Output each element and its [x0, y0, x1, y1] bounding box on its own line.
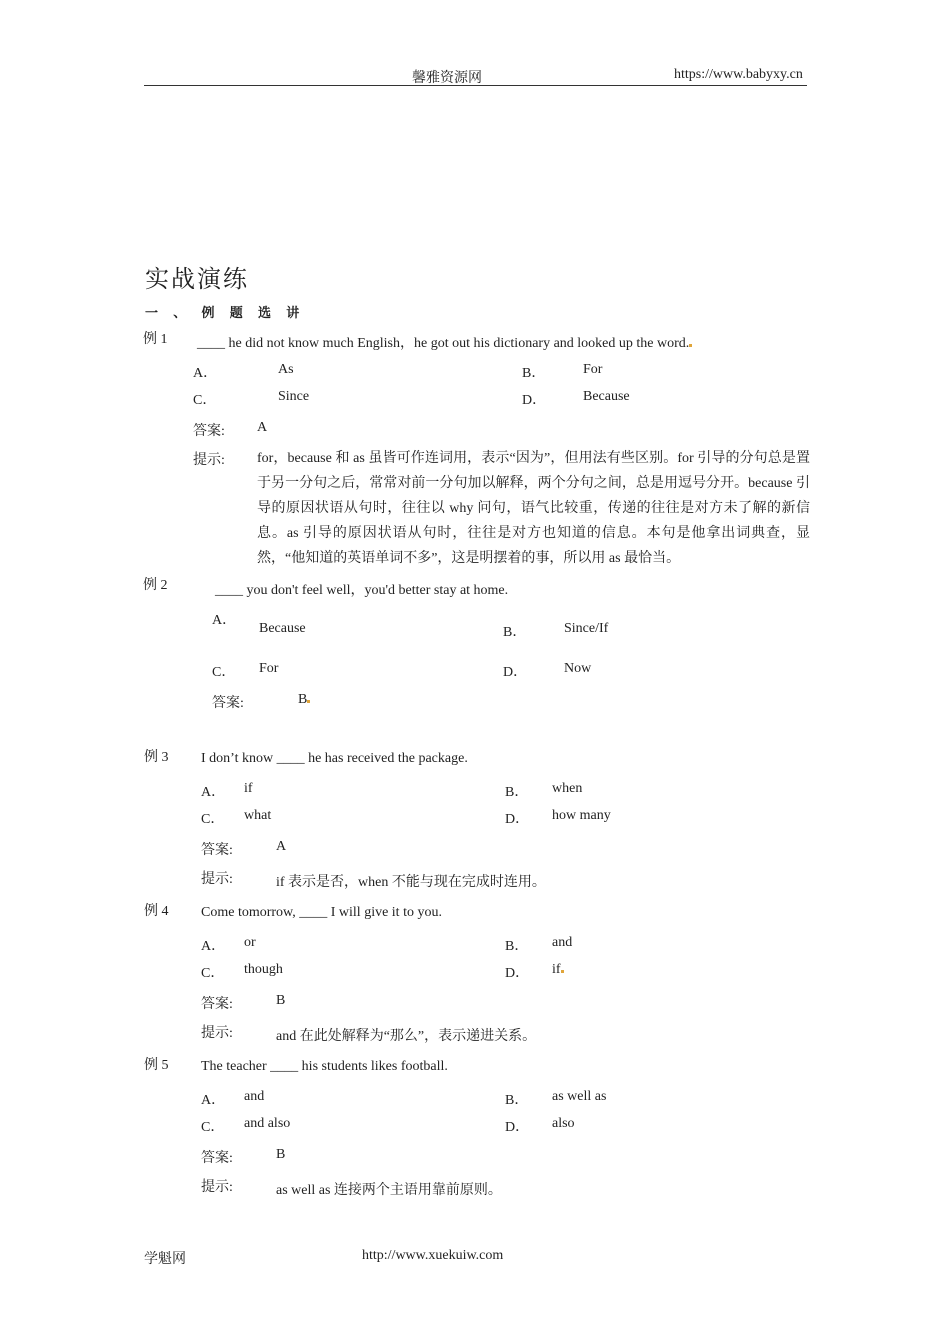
- page-title: 实战演练: [145, 267, 249, 293]
- option-text: As: [278, 362, 294, 377]
- option-text: For: [259, 661, 279, 676]
- option-letter: A．: [193, 366, 218, 381]
- option-text: Because: [259, 621, 306, 636]
- question-stem: ____ he did not know much English，he got out his dictionary and looked up the word.: [197, 332, 693, 352]
- option-text: Since: [278, 389, 310, 404]
- option-letter: D．: [505, 966, 530, 981]
- edit-mark: [307, 700, 310, 703]
- header-url[interactable]: https://www.babyxy.cn: [674, 67, 803, 82]
- edit-mark: [689, 344, 692, 347]
- question-label: 例 5: [144, 1058, 169, 1073]
- option-letter: C．: [201, 812, 225, 827]
- option-text: For: [583, 362, 603, 377]
- option-text: when: [552, 781, 583, 796]
- option-text: and: [552, 935, 573, 950]
- answer-label: 答案:: [212, 696, 244, 711]
- option-letter: B．: [505, 785, 529, 800]
- answer-value: A: [257, 420, 268, 435]
- question-stem: ____ you don't feel well，you'd better stay at home.: [215, 583, 509, 598]
- option-text: as well as: [552, 1089, 607, 1104]
- hint-label: 提示:: [193, 453, 225, 468]
- option-text: what: [244, 808, 272, 823]
- answer-label: 答案:: [201, 1151, 233, 1166]
- option-letter: B．: [522, 366, 546, 381]
- header-site-name: 馨雅资源网: [412, 71, 482, 86]
- footer-url[interactable]: http://www.xuekuiw.com: [362, 1248, 504, 1263]
- option-letter: B．: [505, 939, 529, 954]
- option-text: and also: [244, 1116, 291, 1131]
- question-label: 例 3: [144, 750, 169, 765]
- option-letter: D．: [522, 393, 547, 408]
- option-letter: A．: [201, 1093, 226, 1108]
- hint-label: 提示:: [201, 1026, 233, 1041]
- option-text: and: [244, 1089, 265, 1104]
- answer-label: 答案:: [193, 424, 225, 439]
- hint-text: and 在此处解释为“那么”，表示递进关系。: [276, 1029, 537, 1044]
- answer-label: 答案:: [201, 997, 233, 1012]
- footer-site-name: 学魁网: [144, 1252, 186, 1267]
- hint-label: 提示:: [201, 1180, 233, 1195]
- question-stem: I don’t know ____ he has received the package.: [201, 751, 468, 766]
- question-stem: The teacher ____ his students likes football.: [201, 1059, 448, 1074]
- option-text: though: [244, 962, 283, 977]
- option-letter: A．: [201, 785, 226, 800]
- answer-value: B: [298, 692, 311, 708]
- option-letter: A．: [212, 613, 237, 628]
- option-text: or: [244, 935, 256, 950]
- option-text: Because: [583, 389, 630, 404]
- option-letter: B．: [505, 1093, 529, 1108]
- answer-label: 答案:: [201, 843, 233, 858]
- option-letter: C．: [193, 393, 217, 408]
- option-text: if: [552, 962, 565, 978]
- question-stem: Come tomorrow, ____ I will give it to you.: [201, 905, 442, 920]
- question-label: 例 4: [144, 904, 169, 919]
- question-label: 例 2: [143, 578, 168, 593]
- option-text: also: [552, 1116, 575, 1131]
- option-letter: C．: [201, 966, 225, 981]
- option-text: Now: [564, 661, 592, 676]
- answer-value: B: [276, 993, 286, 1008]
- question-label: 例 1: [143, 332, 168, 347]
- header-divider: [144, 85, 807, 86]
- section-heading: 一 、 例 题 选 讲: [145, 305, 306, 320]
- answer-value: B: [276, 1147, 286, 1162]
- option-letter: A．: [201, 939, 226, 954]
- option-letter: C．: [201, 1120, 225, 1135]
- option-text: Since/If: [564, 621, 609, 636]
- option-text: if: [244, 781, 253, 796]
- hint-label: 提示:: [201, 872, 233, 887]
- hint-text: as well as 连接两个主语用靠前原则。: [276, 1183, 502, 1198]
- option-letter: B．: [503, 625, 527, 640]
- option-text: how many: [552, 808, 611, 823]
- hint-text: for，because 和 as 虽皆可作连词用，表示“因为”，但用法有些区别。for 引导的分句总是置于另一分句之后，常常对前一分句加以解释，两个分句之间，总是用逗号分开。because 引导的原因状语从句时，往往以 why 问句，语气比较重，传递的往往是对方未了解的新信息。as 引导的原因状语从句时，往往是对方也知道的信息。本句是他拿出词典查，显然，“他知道的英语单词不多”，这是明摆着的事，所以用 as 最恰当。: [257, 451, 810, 566]
- option-letter: D．: [505, 1120, 530, 1135]
- edit-mark: [561, 970, 564, 973]
- option-letter: D．: [505, 812, 530, 827]
- option-letter: D．: [503, 665, 528, 680]
- hint-text: if 表示是否，when 不能与现在完成时连用。: [276, 875, 546, 890]
- answer-value: A: [276, 839, 287, 854]
- option-letter: C．: [212, 665, 236, 680]
